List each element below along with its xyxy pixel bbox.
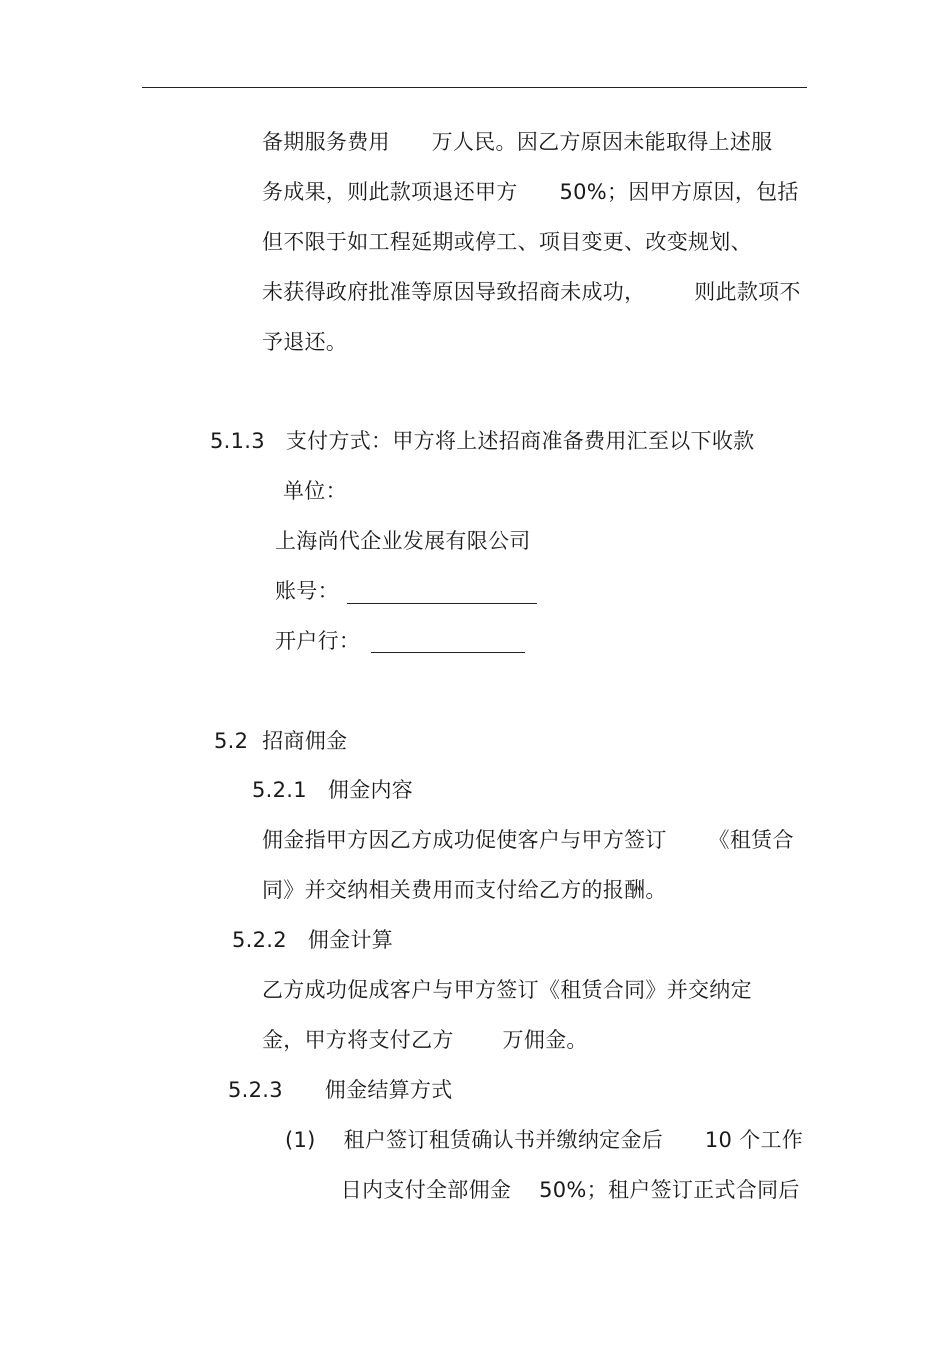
section-521-line-1: 佣金指甲方因乙方成功促使客户与甲方签订 《租赁合 [262,828,794,852]
paragraph-line-1: 备期服务费用 万人民。因乙方原因未能取得上述服 [262,130,773,154]
paragraph-line-5: 予退还。 [262,330,348,354]
paragraph-line-4: 未获得政府批准等原因导致招商未成功， 则此款项不 [262,280,801,304]
paragraph-line-2: 务成果，则此款项退还甲方 50%；因甲方原因，包括 [262,180,799,204]
section-522-line-2: 金，甲方将支付乙方 万佣金。 [262,1028,588,1052]
account-blank [347,603,537,604]
section-521-line-2: 同》并交纳相关费用而支付给乙方的报酬。 [262,878,667,902]
section-523-item-line-1: (1) 租户签订租赁确认书并缴纳定金后 10 个工作 [285,1128,804,1152]
account-label: 账号： [275,579,339,603]
section-521-heading: 5.2.1 佣金内容 [252,778,414,802]
section-52-heading: 5.2 招商佣金 [214,729,348,753]
section-513-heading: 5.1.3 支付方式：甲方将上述招商准备费用汇至以下收款 [210,429,755,453]
unit-label: 单位： [283,479,347,503]
company-name: 上海尚代企业发展有限公司 [275,529,531,553]
paragraph-line-3: 但不限于如工程延期或停工、项目变更、改变规划、 [262,230,752,254]
header-rule [142,87,807,88]
section-523-item-line-2: 日内支付全部佣金 50%；租户签订正式合同后 [285,1178,800,1202]
section-522-heading: 5.2.2 佣金计算 [232,928,394,952]
section-522-line-1: 乙方成功促成客户与甲方签订《租赁合同》并交纳定 [262,978,752,1002]
bank-blank [371,652,525,653]
section-523-heading: 5.2.3 佣金结算方式 [228,1078,453,1102]
bank-label: 开户行： [275,629,361,653]
